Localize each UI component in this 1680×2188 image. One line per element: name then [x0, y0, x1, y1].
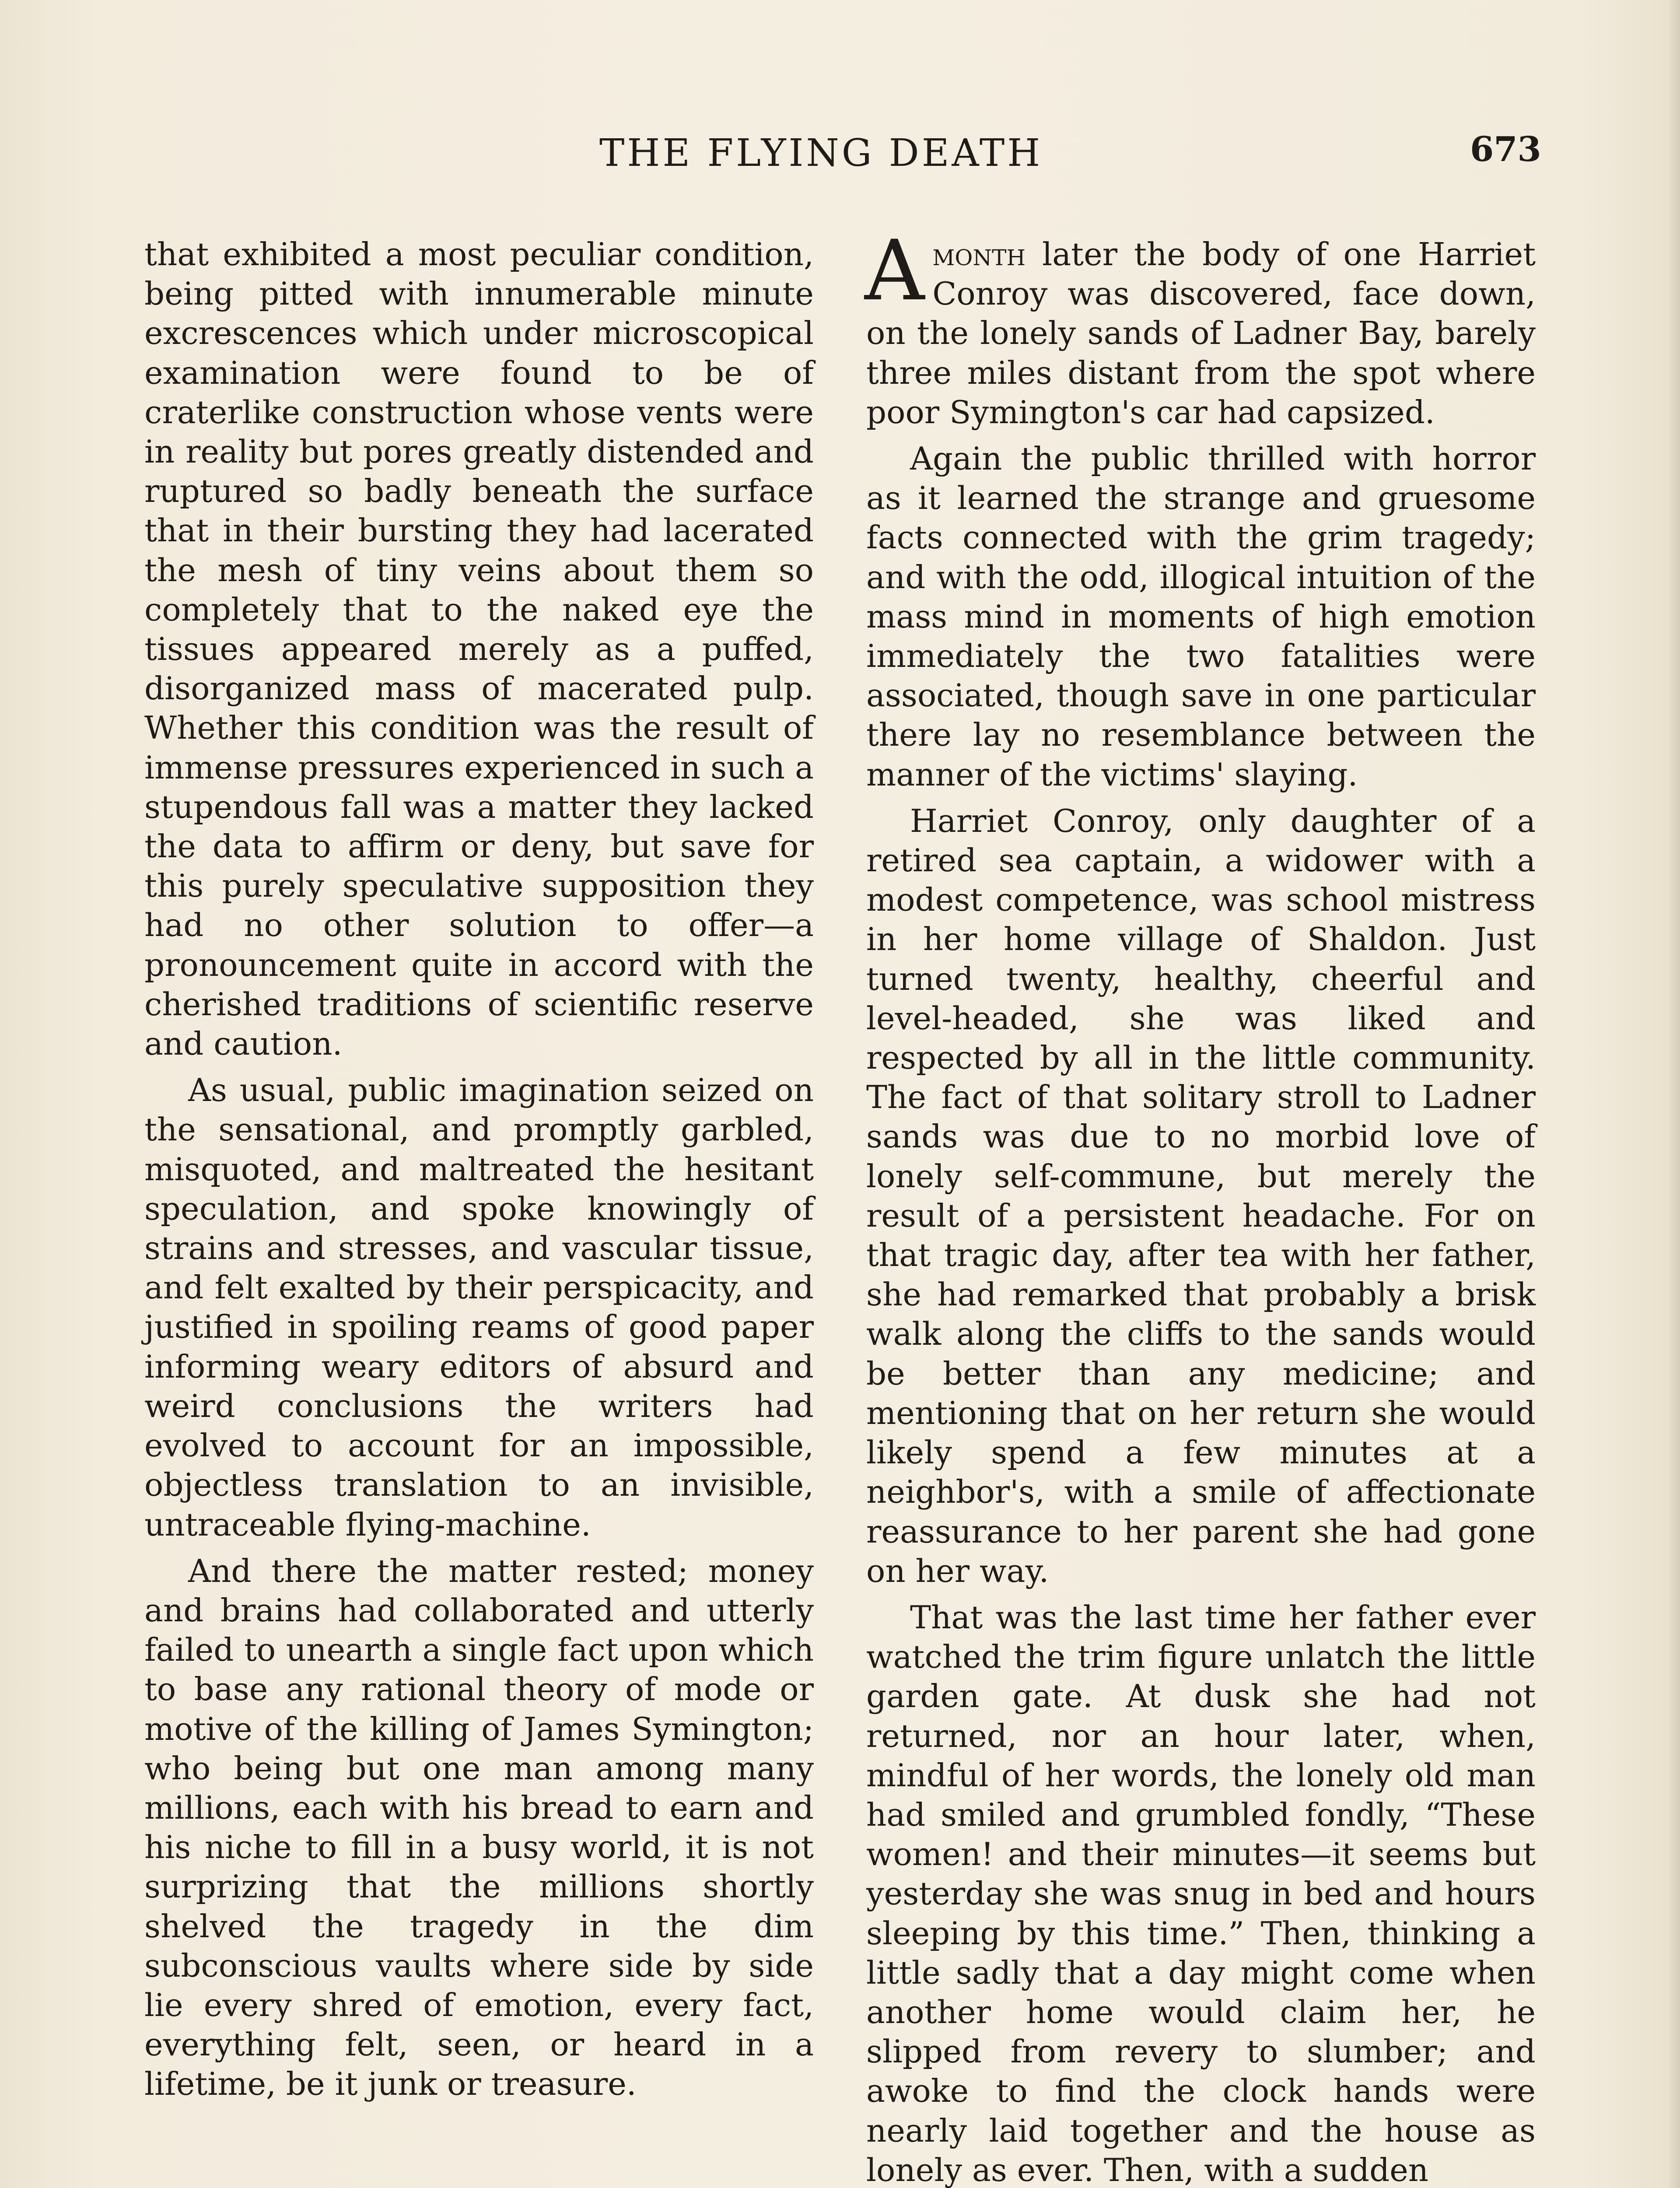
left-paragraph-1: that exhibited a most peculiar condition, being pitted with innumerable minute excrescences which under microscopical examination were found to be of craterlike construction whose vents were in reality but pores greatly distended and ruptured so badly beneath the surface that in their bursting they had lacerated the mesh of tiny veins about them so completely that to the naked eye the tissues appeared merely as a puffed, disorganized mass of macerated pulp. Whether this condition was the result of immense pressures experienced in such a stupendous fall was a matter they lacked the data to affirm or deny, but save for this purely speculative supposition they had no other solution to offer—a pronouncement quite in accord with the cherished traditions of scientific reserve and caution.: [144, 236, 814, 1062]
page-number: 673: [1470, 130, 1541, 169]
right-paragraph-2: Again the public thrilled with horror as it learned the strange and gruesome facts connected with the grim tragedy; and with the odd, illogical intuition of the mass mind in moments of high emotion immediately the two fatalities were associated, though save in one particular there lay no resemblance between the manner of the victims' slaying.: [866, 440, 1536, 793]
left-paragraph-3: And there the matter rested; money and brains had collaborated and utterly failed to unearth a single fact upon which to base any rational theory of mode or motive of the killing of James Symington; who being but one man among many millions, each with his bread to earn and his niche to fill in a busy world, it is not surprizing that the millions shortly shelved the tragedy in the dim subconscious vaults where side by side lie every shred of emotion, every fact, everything felt, seen, or heard in a lifetime, be it junk or treasure.: [144, 1552, 814, 2103]
opening-small-caps: month: [932, 236, 1026, 273]
right-paragraph-1: [864, 222, 1536, 432]
right-column: [864, 222, 1536, 2188]
left-paragraph-2: As usual, public imagination seized on the sensational, and promptly garbled, misquoted, and maltreated the hesitant speculation, and spoke knowingly of strains and stresses, and vascular tissue, and felt exalted by their perspicacity, and justified in spoiling reams of good paper informing weary editors of absurd and weird conclusions the writers had evolved to account for an impossible, objectless translation to an invisible, untraceable flying-machine.: [144, 1072, 814, 1543]
right-paragraph-4: That was the last time her father ever watched the trim figure unlatch the little garden gate. At dusk she had not returned, nor an hour later, when, mindful of her words, the lonely old man had smiled and grumbled fondly, “These women! and their minutes—it seems but yesterday she was snug in bed and hours sleeping by this time.” Then, thinking a little sadly that a day might come when another home would claim her, he slipped from revery to slumber; and awoke to find the clock hands were nearly laid together and the house as lonely as ever. Then, with a sudden: [866, 1599, 1536, 2188]
drop-cap-letter: A: [864, 222, 925, 319]
opening-paragraph-text: later the body of one Harriet Conroy was discovered, face down, on the lonely sands of Ladner Bay, barely three miles distant from the spot where poor Symington's car had capsized.: [866, 236, 1536, 431]
running-head-title: THE FLYING DEATH: [599, 131, 1043, 175]
page-edge-shadow: [1667, 0, 1680, 2188]
left-column: [144, 235, 814, 2111]
right-paragraph-3: Harriet Conroy, only daughter of a retired sea captain, a widower with a modest competence, was school mistress in her home village of Shaldon. Just turned twenty, healthy, cheerful and level-headed, she was liked and respected by all in the little community. The fact of that solitary stroll to Ladner sands was due to no morbid love of lonely self-commune, but merely the result of a persistent headache. For on that tragic day, after tea with her father, she had remarked that probably a brisk walk along the cliffs to the sands would be better than any medicine; and mentioning that on her return she would likely spend a few minutes at a neighbor's, with a smile of affectionate reassurance to her parent she had gone on her way.: [866, 802, 1536, 1589]
